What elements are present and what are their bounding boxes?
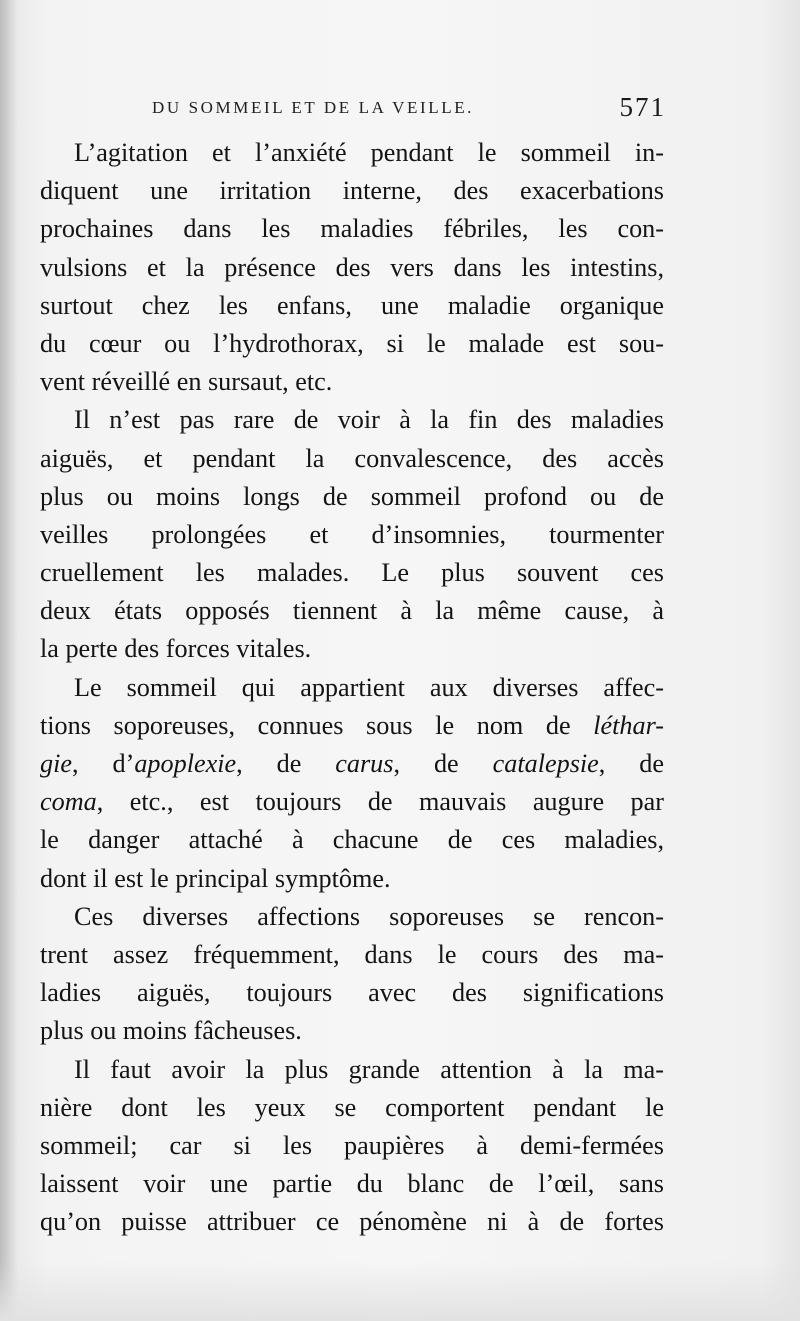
text-run: , etc., est toujours de mauvais augure par <box>96 787 664 817</box>
text-run: , de <box>393 749 493 778</box>
text-line <box>40 783 664 821</box>
text-line: Le sommeil qui appartient aux diverses affec- <box>74 672 664 702</box>
text-line: Il faut avoir la plus grande attention à la ma- <box>74 1054 664 1084</box>
text-line: du cœur ou l’hydrothorax, si le malade est sou- <box>40 328 664 358</box>
body-text <box>40 134 664 1241</box>
text-line: deux états opposés tiennent à la même cause, à <box>40 596 664 626</box>
text-line: diquent une irritation interne, des exacerbations <box>40 176 664 206</box>
text-run: , de <box>236 749 336 778</box>
italic-term: gie <box>40 749 72 778</box>
italic-term: léthar- <box>593 710 664 740</box>
running-title: DU SOMMEIL ET DE LA VEILLE. <box>152 98 475 117</box>
gutter-shadow <box>0 0 18 1321</box>
text-run: , d’ <box>72 749 135 778</box>
text-line: sommeil; car si les paupières à demi-fermées <box>40 1130 664 1160</box>
italic-term: carus <box>335 749 394 778</box>
text-line: trent assez fréquemment, dans le cours des ma- <box>40 939 664 969</box>
text-line: la perte des forces vitales. <box>40 634 312 664</box>
text-line: plus ou moins fâcheuses. <box>40 1016 302 1046</box>
text-line: Il n’est pas rare de voir à la fin des maladies <box>74 405 664 435</box>
text-line: surtout chez les enfans, une maladie organique <box>40 290 664 320</box>
text-line <box>40 707 664 745</box>
text-line: ladies aiguës, toujours avec des significations <box>40 978 664 1008</box>
page-bottom-shade <box>0 1261 800 1321</box>
text-line: Ces diverses affections soporeuses se rencon- <box>74 901 664 931</box>
text-line: laissent voir une partie du blanc de l’œil, sans <box>40 1169 664 1199</box>
text-line: cruellement les malades. Le plus souvent ces <box>40 558 664 588</box>
page-number: 571 <box>619 92 666 122</box>
text-line: qu’on puisse attribuer ce pénomène ni à de fortes <box>40 1207 664 1237</box>
text-line: aiguës, et pendant la convalescence, des accès <box>40 443 664 473</box>
running-head <box>152 92 672 132</box>
text-line: plus ou moins longs de sommeil profond ou de <box>40 481 664 511</box>
text-line: prochaines dans les maladies fébriles, les con- <box>40 214 664 244</box>
text-line: nière dont les yeux se comportent pendant le <box>40 1092 664 1122</box>
italic-term: coma <box>40 787 97 817</box>
text-run: tions soporeuses, connues sous le nom de <box>40 710 594 740</box>
text-line: vulsions et la présence des vers dans les intestins, <box>40 252 664 282</box>
text-run: , de <box>598 749 665 778</box>
text-line: L’agitation et l’anxiété pendant le sommeil in- <box>74 138 664 167</box>
text-line: veilles prolongées et d’insomnies, tourmenter <box>40 519 664 549</box>
text-line: dont il est le principal symptôme. <box>40 863 391 893</box>
text-line: le danger attaché à chacune de ces maladies, <box>40 825 664 855</box>
italic-term: apoplexie <box>134 749 237 778</box>
italic-term: catalepsie <box>492 749 599 778</box>
text-line <box>40 745 664 783</box>
text-line: vent réveillé en sursaut, etc. <box>40 367 333 397</box>
